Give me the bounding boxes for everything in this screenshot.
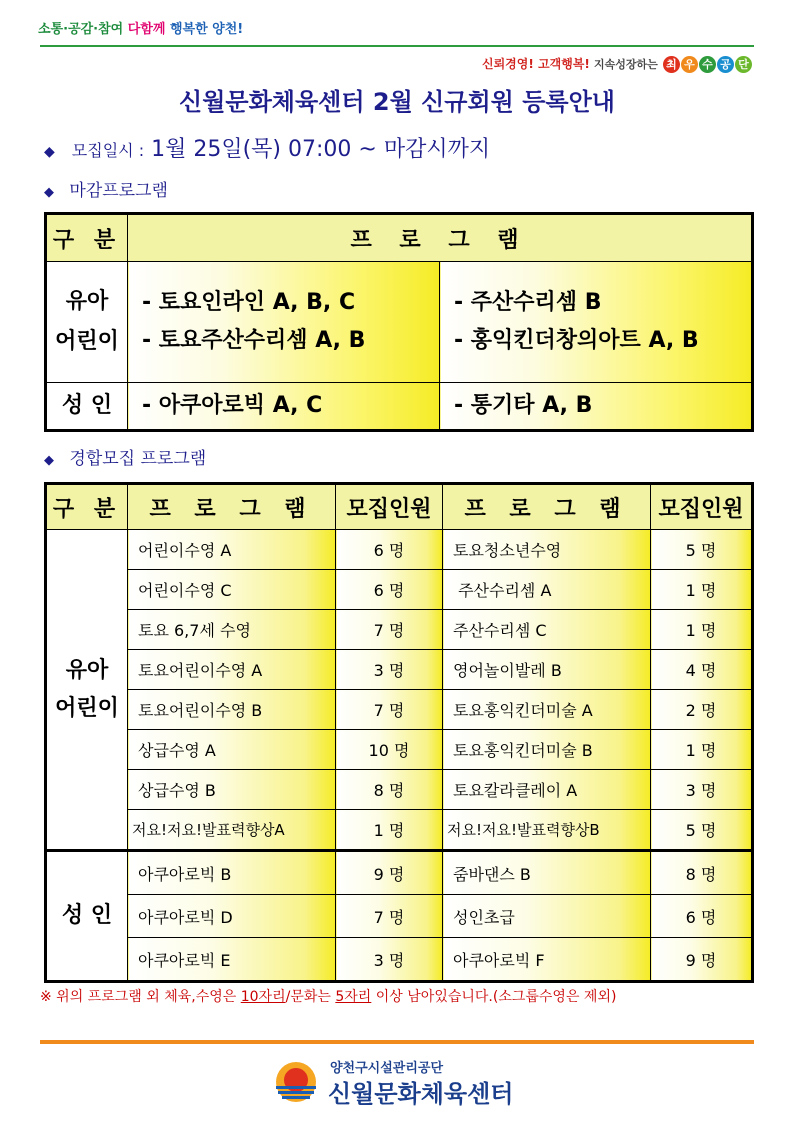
program-name: 저요!저요!발표력향상A [128, 810, 336, 851]
program-name: 주산수리셈 A [443, 570, 651, 610]
comp-header-program-1: 프 로 그 램 [128, 484, 336, 530]
diamond-bullet-icon: ◆ [44, 453, 54, 468]
closed-programs-left [128, 262, 440, 383]
footer-center-name: 신월문화체육센터 [328, 1080, 514, 1108]
program-name: 아쿠아로빅 B [128, 851, 336, 895]
program-name: 토요청소년수영 [443, 530, 651, 570]
program-count: 1 명 [336, 810, 443, 851]
program-name: 토요어린이수영 B [128, 690, 336, 730]
recruit-date-row [44, 132, 490, 163]
table-row [46, 650, 753, 690]
program-name: 어린이수영 A [128, 530, 336, 570]
brand-char: 우 [681, 56, 698, 73]
table-row [46, 851, 753, 895]
program-name: 아쿠아로빅 F [443, 938, 651, 982]
footnote-part: /문화는 [285, 989, 336, 1005]
closed-programs-right [440, 262, 753, 383]
program-count: 3 명 [336, 938, 443, 982]
comp-header-category: 구 분 [46, 484, 128, 530]
closed-row-adult [46, 383, 753, 431]
program-name: 어린이수영 C [128, 570, 336, 610]
center-logo-icon [274, 1060, 318, 1104]
table-row [46, 938, 753, 982]
program-name: 저요!저요!발표력향상B [443, 810, 651, 851]
closed-section-label: 마감프로그램 [69, 181, 168, 201]
recruit-value: 1월 25일(목) 07:00 ~ 마감시까지 [151, 137, 491, 162]
footnote-highlight: 5자리 [335, 989, 372, 1005]
footnote-part: ※ 위의 프로그램 외 체육,수영은 [40, 989, 241, 1005]
closed-section-heading [44, 176, 168, 201]
slogan-left-part2: 다함께 [127, 22, 166, 37]
closed-category-youth [46, 262, 128, 383]
table-row [46, 690, 753, 730]
closed-program-item: - 토요주산수리셈 A, B [142, 328, 366, 353]
slogan-right [482, 55, 752, 73]
table-row [46, 570, 753, 610]
program-count: 3 명 [651, 770, 753, 810]
footer-divider [40, 1040, 754, 1044]
program-count: 9 명 [651, 938, 753, 982]
closed-program-item: - 홍익킨더창의아트 A, B [454, 328, 699, 353]
program-name: 아쿠아로빅 D [128, 895, 336, 938]
brand-char: 최 [663, 56, 680, 73]
comp-category-adult: 성 인 [46, 851, 128, 982]
footnote-part: 이상 남아있습니다.(소그룹수영은 제외) [371, 989, 617, 1005]
program-name: 토요어린이수영 A [128, 650, 336, 690]
table-row [46, 730, 753, 770]
closed-program-item: - 주산수리셈 B [454, 290, 602, 315]
brand-badge [662, 57, 752, 71]
program-count: 2 명 [651, 690, 753, 730]
diamond-bullet-icon: ◆ [44, 144, 55, 160]
table-row [46, 810, 753, 851]
program-count: 6 명 [336, 530, 443, 570]
program-count: 8 명 [336, 770, 443, 810]
program-name: 토요칼라클레이 A [443, 770, 651, 810]
program-count: 5 명 [651, 810, 753, 851]
table-row [46, 770, 753, 810]
slogan-right-part2: 고객행복! [538, 57, 590, 71]
program-count: 8 명 [651, 851, 753, 895]
program-count: 5 명 [651, 530, 753, 570]
program-name: 아쿠아로빅 E [128, 938, 336, 982]
program-name: 성인초급 [443, 895, 651, 938]
header-divider [40, 45, 754, 47]
slogan-left-part1: 소통·공감·참여 [38, 22, 124, 37]
program-name: 주산수리셈 C [443, 610, 651, 650]
comp-header-count-1: 모집인원 [336, 484, 443, 530]
slogan-left [38, 18, 243, 37]
program-name: 영어놀이발레 B [443, 650, 651, 690]
program-name: 상급수영 B [128, 770, 336, 810]
brand-char: 단 [735, 56, 752, 73]
program-name: 줌바댄스 B [443, 851, 651, 895]
competitive-section-label: 경합모집 프로그램 [69, 449, 207, 469]
program-count: 6 명 [336, 570, 443, 610]
program-count: 9 명 [336, 851, 443, 895]
brand-char: 수 [699, 56, 716, 73]
closed-header-program: 프 로 그 램 [128, 214, 753, 262]
recruit-label: 모집일시 : [71, 141, 145, 160]
category-line: 어린이 [55, 695, 119, 721]
table-row [46, 610, 753, 650]
program-name: 토요홍익킨더미술 A [443, 690, 651, 730]
page-title: 신월문화체육센터 2월 신규회원 등록안내 [179, 88, 615, 116]
program-name: 토요 6,7세 수영 [128, 610, 336, 650]
closed-header-category: 구 분 [46, 214, 128, 262]
slogan-right-part3: 지속성장하는 [594, 58, 658, 71]
program-count: 10 명 [336, 730, 443, 770]
competitive-programs-table [44, 482, 754, 983]
program-count: 7 명 [336, 690, 443, 730]
program-count: 4 명 [651, 650, 753, 690]
program-count: 6 명 [651, 895, 753, 938]
comp-category-youth [46, 530, 128, 851]
comp-header-count-2: 모집인원 [651, 484, 753, 530]
program-name: 상급수영 A [128, 730, 336, 770]
closed-program-item: - 통기타 A, B [440, 383, 753, 431]
program-count: 1 명 [651, 570, 753, 610]
comp-header-program-2: 프 로 그 램 [443, 484, 651, 530]
program-count: 7 명 [336, 895, 443, 938]
closed-row-youth [46, 262, 753, 383]
closed-program-item: - 토요인라인 A, B, C [142, 290, 356, 315]
program-count: 3 명 [336, 650, 443, 690]
slogan-right-part1: 신뢰경영! [481, 57, 534, 71]
footnote-highlight: 10자리 [240, 989, 286, 1005]
closed-programs-table [44, 212, 754, 432]
closed-category-adult: 성 인 [46, 383, 128, 431]
slogan-left-part3: 행복한 양천! [169, 22, 244, 37]
brand-char: 공 [717, 56, 734, 73]
category-line: 유아 [65, 289, 109, 314]
footnote [40, 986, 616, 1006]
footer-org-name: 양천구시설관리공단 [330, 1061, 444, 1076]
category-line: 유아 [65, 657, 109, 683]
program-name: 토요홍익킨더미술 B [443, 730, 651, 770]
category-line: 어린이 [55, 329, 119, 354]
closed-program-item: - 아쿠아로빅 A, C [128, 383, 440, 431]
table-row [46, 895, 753, 938]
program-count: 7 명 [336, 610, 443, 650]
table-row [46, 530, 753, 570]
diamond-bullet-icon: ◆ [44, 185, 54, 200]
program-count: 1 명 [651, 610, 753, 650]
competitive-section-heading [44, 444, 206, 469]
program-count: 1 명 [651, 730, 753, 770]
